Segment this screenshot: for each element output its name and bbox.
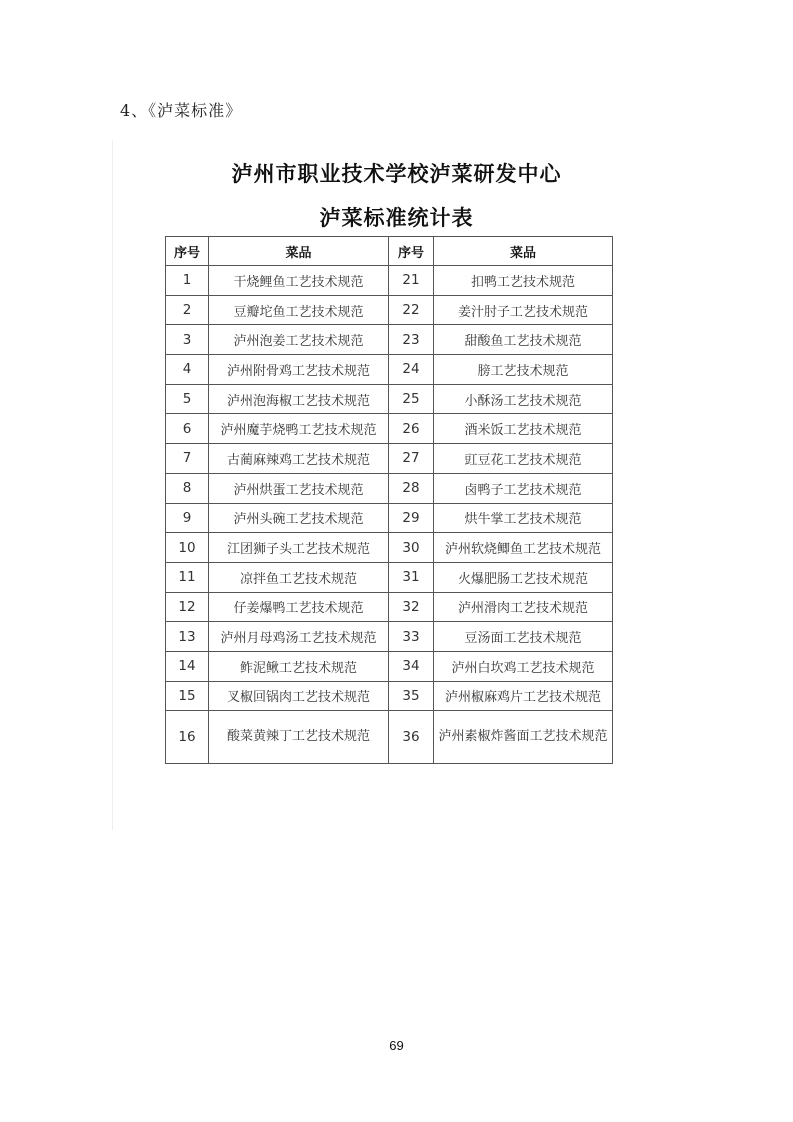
cell-dish-right: 酒米饭工艺技术规范 (434, 414, 613, 444)
table-row (166, 562, 613, 592)
cell-index-right: 35 (389, 681, 434, 711)
table-row (166, 355, 613, 385)
cell-dish-right: 泸州素椒炸酱面工艺技术规范 (434, 711, 613, 764)
cell-index-left: 16 (166, 711, 209, 764)
table-header-row (166, 237, 613, 266)
table-row (166, 622, 613, 652)
cell-index-right: 23 (389, 325, 434, 355)
cell-index-left: 12 (166, 592, 209, 622)
cell-dish-left: 泸州泡海椒工艺技术规范 (209, 384, 389, 414)
cell-index-right: 31 (389, 562, 434, 592)
table-row (166, 503, 613, 533)
scan-edge-line (112, 140, 113, 830)
table-row (166, 325, 613, 355)
header-dish-right: 菜品 (434, 237, 613, 266)
cell-dish-left: 泸州附骨鸡工艺技术规范 (209, 355, 389, 385)
cell-dish-right: 卤鸭子工艺技术规范 (434, 473, 613, 503)
cell-dish-right: 豇豆花工艺技术规范 (434, 444, 613, 474)
table-row (166, 384, 613, 414)
cell-dish-right: 泸州滑肉工艺技术规范 (434, 592, 613, 622)
cell-dish-left: 凉拌鱼工艺技术规范 (209, 562, 389, 592)
cell-index-right: 21 (389, 266, 434, 296)
cell-dish-left: 豆瓣坨鱼工艺技术规范 (209, 295, 389, 325)
cell-index-left: 1 (166, 266, 209, 296)
cell-dish-right: 膀工艺技术规范 (434, 355, 613, 385)
cell-index-left: 10 (166, 533, 209, 563)
cell-index-right: 26 (389, 414, 434, 444)
cell-index-left: 11 (166, 562, 209, 592)
standards-table (165, 236, 613, 764)
header-dish-left: 菜品 (209, 237, 389, 266)
page-number: 69 (389, 1038, 404, 1053)
table-row (166, 444, 613, 474)
cell-index-right: 36 (389, 711, 434, 764)
cell-index-right: 33 (389, 622, 434, 652)
cell-dish-left: 泸州头碗工艺技术规范 (209, 503, 389, 533)
cell-dish-left: 泸州烘蛋工艺技术规范 (209, 473, 389, 503)
cell-index-left: 2 (166, 295, 209, 325)
cell-dish-left: 仔姜爆鸭工艺技术规范 (209, 592, 389, 622)
cell-dish-right: 姜汁肘子工艺技术规范 (434, 295, 613, 325)
table-body (166, 266, 613, 764)
cell-index-left: 5 (166, 384, 209, 414)
cell-dish-right: 泸州软烧鲫鱼工艺技术规范 (434, 533, 613, 563)
cell-index-left: 6 (166, 414, 209, 444)
cell-index-right: 24 (389, 355, 434, 385)
cell-dish-left: 古蔺麻辣鸡工艺技术规范 (209, 444, 389, 474)
cell-dish-right: 烘牛掌工艺技术规范 (434, 503, 613, 533)
cell-index-left: 3 (166, 325, 209, 355)
cell-dish-right: 火爆肥肠工艺技术规范 (434, 562, 613, 592)
cell-dish-left: 江团狮子头工艺技术规范 (209, 533, 389, 563)
cell-dish-left: 酸菜黄辣丁工艺技术规范 (209, 711, 389, 764)
cell-dish-right: 豆汤面工艺技术规范 (434, 622, 613, 652)
table-row (166, 473, 613, 503)
cell-dish-left: 叉椒回锅肉工艺技术规范 (209, 681, 389, 711)
cell-index-right: 27 (389, 444, 434, 474)
cell-index-left: 14 (166, 651, 209, 681)
header-index-right: 序号 (389, 237, 434, 266)
cell-dish-left: 泸州泡姜工艺技术规范 (209, 325, 389, 355)
header-index-left: 序号 (166, 237, 209, 266)
cell-index-left: 9 (166, 503, 209, 533)
cell-index-left: 4 (166, 355, 209, 385)
cell-dish-right: 扣鸭工艺技术规范 (434, 266, 613, 296)
cell-index-right: 22 (389, 295, 434, 325)
cell-index-left: 7 (166, 444, 209, 474)
cell-dish-left: 泸州月母鸡汤工艺技术规范 (209, 622, 389, 652)
cell-dish-left: 鲊泥鳅工艺技术规范 (209, 651, 389, 681)
table-row (166, 592, 613, 622)
cell-index-right: 29 (389, 503, 434, 533)
organization-title: 泸州市职业技术学校泸菜研发中心 (231, 161, 562, 186)
cell-index-right: 25 (389, 384, 434, 414)
cell-dish-right: 泸州白坎鸡工艺技术规范 (434, 651, 613, 681)
cell-index-left: 13 (166, 622, 209, 652)
cell-index-left: 15 (166, 681, 209, 711)
table-row (166, 681, 613, 711)
cell-index-right: 34 (389, 651, 434, 681)
cell-dish-right: 甜酸鱼工艺技术规范 (434, 325, 613, 355)
cell-dish-right: 泸州椒麻鸡片工艺技术规范 (434, 681, 613, 711)
cell-dish-left: 泸州魔芋烧鸭工艺技术规范 (209, 414, 389, 444)
cell-index-right: 28 (389, 473, 434, 503)
table-row (166, 533, 613, 563)
table-row (166, 711, 613, 764)
section-heading: 4、《泸菜标准》 (120, 101, 243, 120)
table-title: 泸菜标准统计表 (319, 205, 474, 230)
table-row (166, 651, 613, 681)
cell-index-right: 30 (389, 533, 434, 563)
table-row (166, 414, 613, 444)
cell-dish-right: 小酥汤工艺技术规范 (434, 384, 613, 414)
table-row (166, 266, 613, 296)
table-row (166, 295, 613, 325)
cell-index-left: 8 (166, 473, 209, 503)
cell-index-right: 32 (389, 592, 434, 622)
cell-dish-left: 干烧鲤鱼工艺技术规范 (209, 266, 389, 296)
